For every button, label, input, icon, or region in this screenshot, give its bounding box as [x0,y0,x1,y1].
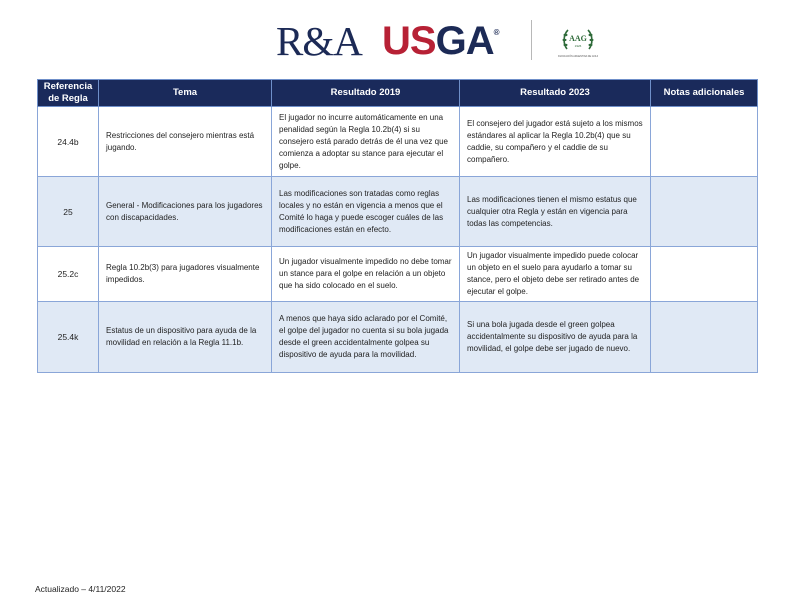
rules-changes-table [37,79,758,373]
cell-topic: Regla 10.2b(3) para jugadores visualmente impedidos. [99,247,272,302]
cell-notes [651,247,758,302]
cell-result-2019: Las modificaciones son tratadas como reglas locales y no están en vigencia a menos que el Comité lo haga y puede escoger cuáles de las modificaciones están en efecto. [272,177,460,247]
cell-ref: 25 [38,177,99,247]
header-notes: Notas adicionales [651,80,758,107]
header-topic: Tema [99,80,272,107]
cell-notes [651,107,758,177]
cell-notes [651,177,758,247]
cell-topic: Restricciones del consejero mientras está jugando. [99,107,272,177]
header-ref: Referencia de Regla [38,80,99,107]
cell-result-2019: A menos que haya sido aclarado por el Comité, el golpe del jugador no cuenta si su bola jugada desde el green accidentalmente golpea su dispositivo de ayuda para la movilidad. [272,302,460,373]
cell-ref: 24.4b [38,107,99,177]
table-row [38,302,758,373]
cell-result-2023: Si una bola jugada desde el green golpea accidentalmente su dispositivo de ayuda para la movilidad, el golpe debe ser jugado de nuevo. [460,302,651,373]
cell-notes [651,302,758,373]
table-row [38,177,758,247]
cell-result-2023: Las modificaciones tienen el mismo estatus que cualquier otra Regla y están en vigencia para todas las competencias. [460,177,651,247]
aag-logo-text: AAG [569,34,587,43]
aag-logo [558,22,598,60]
header-result-2023: Resultado 2023 [460,80,651,107]
cell-result-2023: Un jugador visualmente impedido puede colocar un objeto en el suelo para ayudarlo a tomar su stance, pero el objeto debe ser retirado antes de ejecutar el golpe. [460,247,651,302]
header-result-2019: Resultado 2019 [272,80,460,107]
cell-topic: General - Modificaciones para los jugadores con discapacidades. [99,177,272,247]
updated-date: Actualizado – 4/11/2022 [35,584,126,594]
table-header-row [38,80,758,107]
registered-mark: ® [493,28,499,37]
usga-logo-ga: GA [435,19,494,63]
cell-result-2019: El jugador no incurre automáticamente en una penalidad según la Regla 10.2b(4) si su consejero está parado detrás de él una vez que comienza a adoptar su stance para ejecutar el golpe. [272,107,460,177]
cell-ref: 25.2c [38,247,99,302]
aag-logo-caption: ASOCIACIÓN ARGENTINA DE GOLF [558,55,598,58]
table-row [38,107,758,177]
ra-logo: R&A [276,18,362,64]
usga-logo [382,18,498,64]
cell-topic: Estatus de un dispositivo para ayuda de la movilidad en relación a la Regla 11.1b. [99,302,272,373]
aag-logo-year: 1926 [574,44,582,48]
table-row [38,247,758,302]
usga-logo-us: US [382,19,436,63]
cell-result-2019: Un jugador visualmente impedido no debe tomar un stance para el golpe en relación a un objeto que ha sido colocado en el suelo. [272,247,460,302]
logo-bar [0,18,792,64]
cell-result-2023: El consejero del jugador está sujeto a los mismos estándares al aplicar la Regla 10.2b(4) que su caddie, su compañero y el caddie de su compañero. [460,107,651,177]
logo-divider [531,20,532,60]
cell-ref: 25.4k [38,302,99,373]
